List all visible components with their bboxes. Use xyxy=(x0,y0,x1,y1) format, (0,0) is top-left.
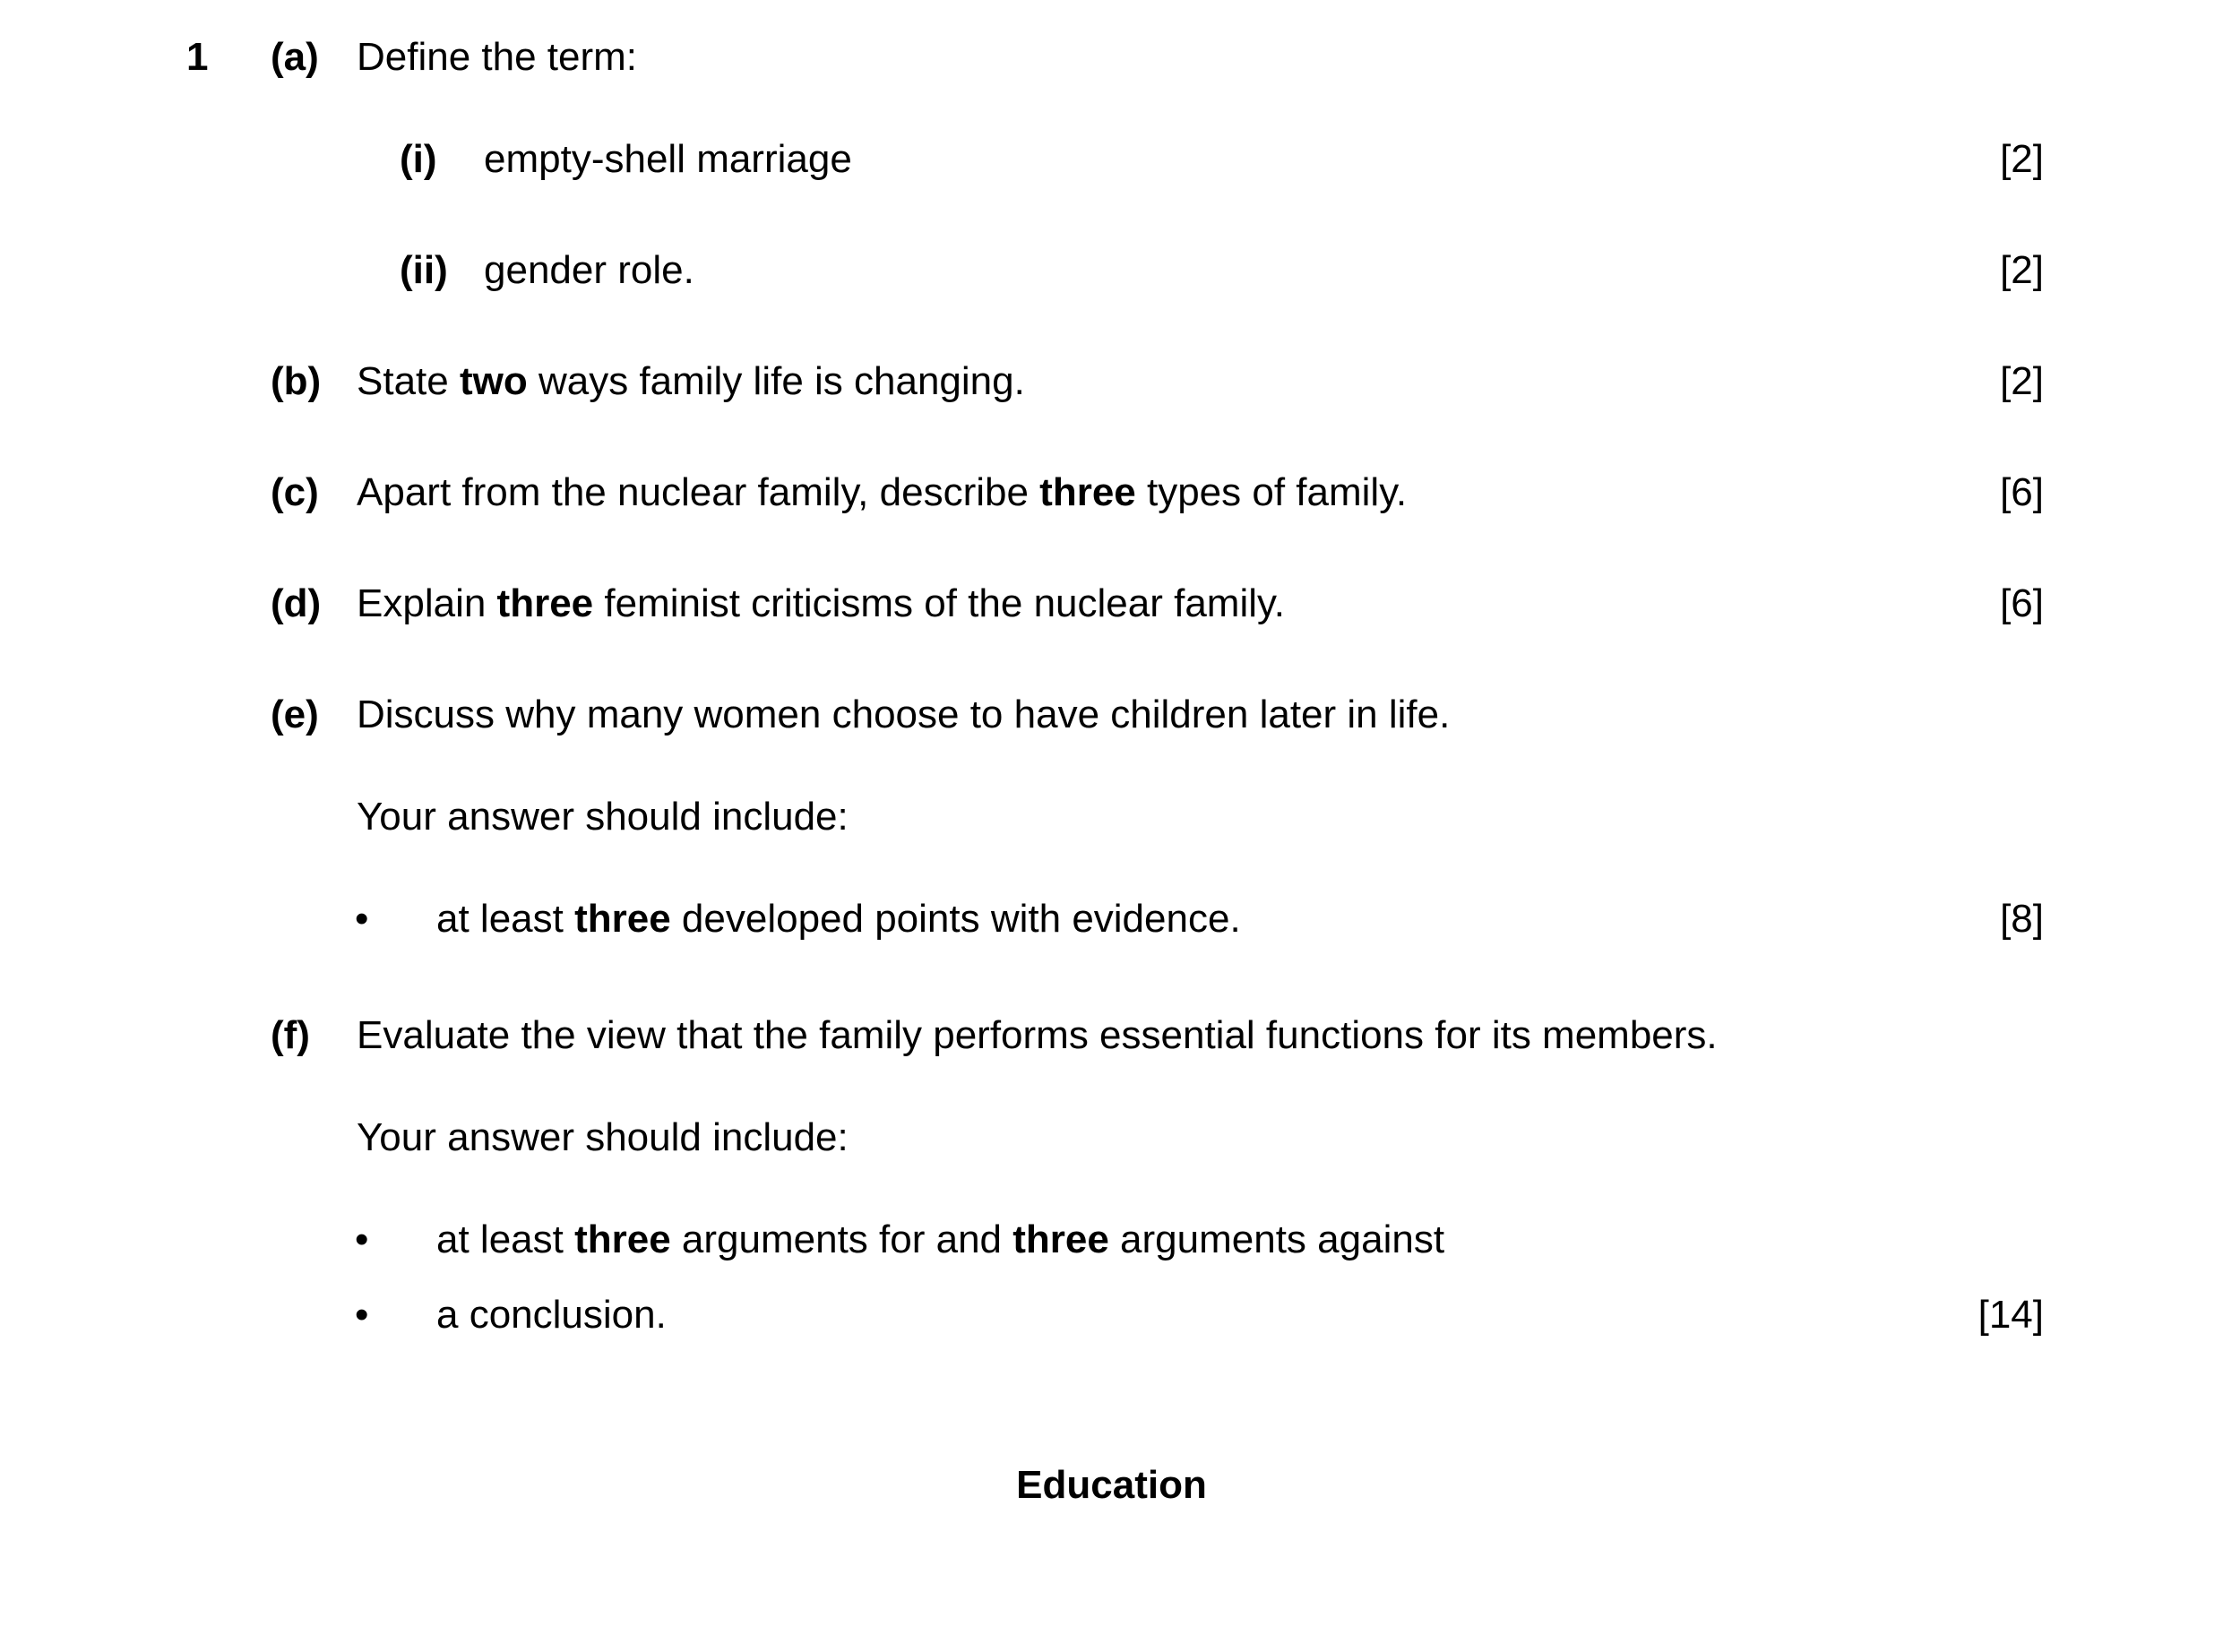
part-a-ii-label: (ii) xyxy=(400,248,448,292)
part-c-label: (c) xyxy=(271,470,319,514)
section-heading: Education xyxy=(1016,1463,1207,1507)
part-e-bullet-1-symbol: • xyxy=(355,897,369,941)
part-a-text: Define the term: xyxy=(357,35,638,79)
part-d-marks: [6] xyxy=(2000,581,2044,625)
part-c-marks: [6] xyxy=(2000,470,2044,514)
part-d-label: (d) xyxy=(271,581,322,625)
part-b-text: State two ways family life is changing. xyxy=(357,359,1025,403)
part-f-text: Evaluate the view that the family performs essential functions for its members. xyxy=(357,1013,1718,1057)
part-a-i-text: empty-shell marriage xyxy=(484,137,852,181)
part-a-ii-marks: [2] xyxy=(2000,248,2044,292)
part-e-marks: [8] xyxy=(2000,897,2044,941)
part-a-i-label: (i) xyxy=(400,137,437,181)
part-f-marks: [14] xyxy=(1977,1293,2044,1337)
part-b-marks: [2] xyxy=(2000,359,2044,403)
part-d-text: Explain three feminist criticisms of the nuclear family. xyxy=(357,581,1285,625)
part-e-include-text: Your answer should include: xyxy=(357,795,849,839)
part-a-i-marks: [2] xyxy=(2000,137,2044,181)
part-f-bullet-2-symbol: • xyxy=(355,1293,369,1337)
part-f-bullet-1-symbol: • xyxy=(355,1217,369,1261)
part-f-bullet-1-text: at least three arguments for and three arguments against xyxy=(436,1217,1445,1261)
question-number: 1 xyxy=(186,35,209,79)
part-b-label: (b) xyxy=(271,359,322,403)
part-e-text: Discuss why many women choose to have children later in life. xyxy=(357,693,1451,736)
part-c-text: Apart from the nuclear family, describe three types of family. xyxy=(357,470,1408,514)
part-f-include-text: Your answer should include: xyxy=(357,1115,849,1159)
part-a-label: (a) xyxy=(271,35,319,79)
part-f-bullet-2-text: a conclusion. xyxy=(436,1293,667,1337)
part-a-ii-text: gender role. xyxy=(484,248,694,292)
part-f-label: (f) xyxy=(271,1013,310,1057)
part-e-bullet-1-text: at least three developed points with evidence. xyxy=(436,897,1241,941)
part-e-label: (e) xyxy=(271,693,319,736)
